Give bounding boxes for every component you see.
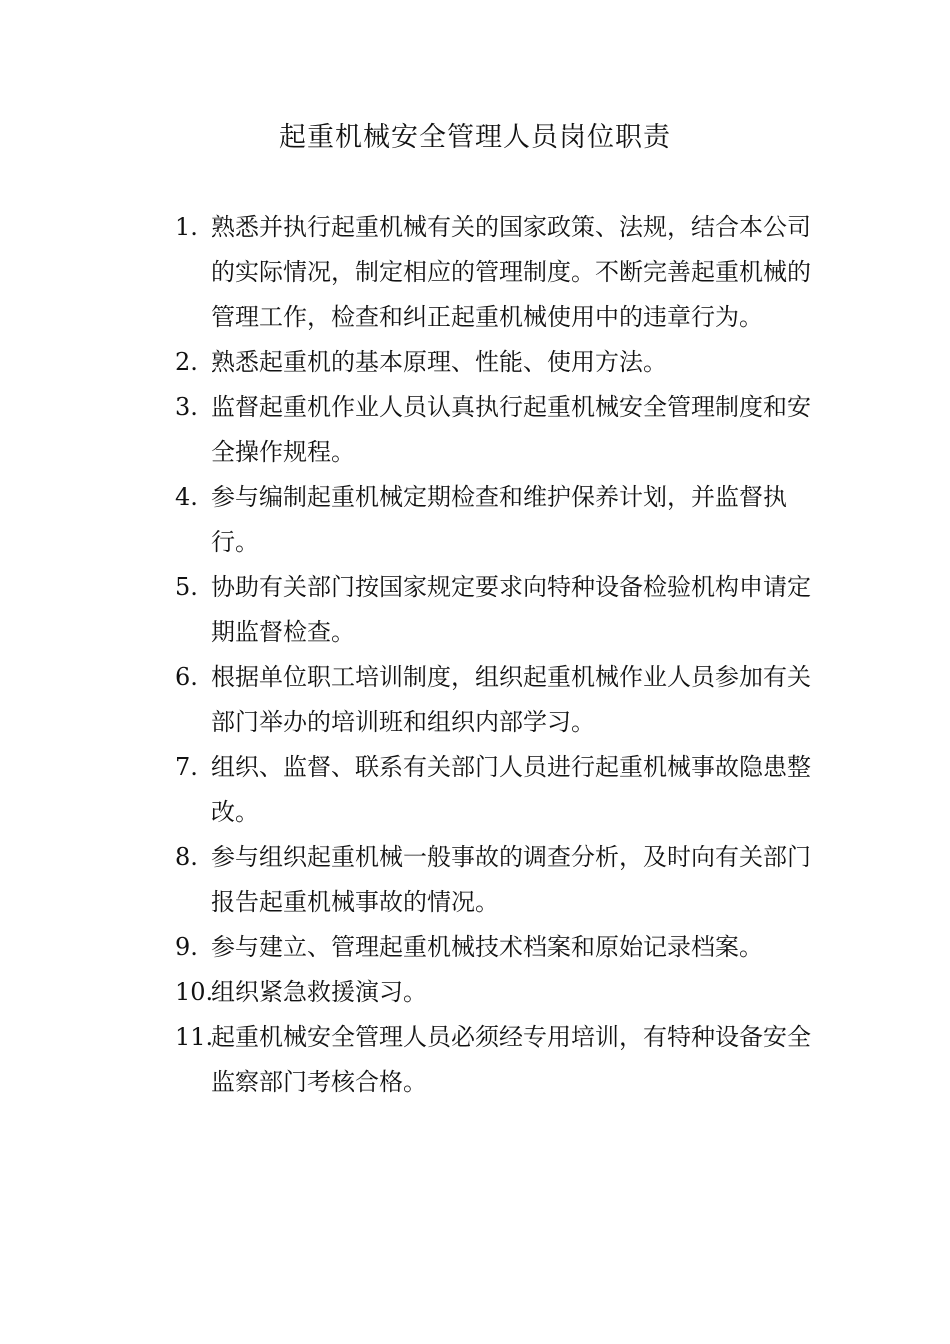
duty-item-3 [175, 385, 815, 475]
duty-number: 4. [175, 483, 198, 511]
duty-text: 参与组织起重机械一般事故的调查分析，及时向有关部门报告起重机械事故的情况。 [211, 843, 811, 916]
duty-item-8 [175, 835, 815, 925]
duty-number: 8. [175, 843, 198, 871]
duty-text: 根据单位职工培训制度，组织起重机械作业人员参加有关部门举办的培训班和组织内部学习。 [211, 663, 811, 736]
duty-text: 起重机械安全管理人员必须经专用培训，有特种设备安全监察部门考核合格。 [211, 1023, 811, 1096]
duty-text: 熟悉起重机的基本原理、性能、使用方法。 [211, 348, 667, 376]
duty-text: 协助有关部门按国家规定要求向特种设备检验机构申请定期监督检查。 [211, 573, 811, 646]
duty-number: 7. [175, 753, 198, 781]
duty-number: 9. [175, 933, 198, 961]
duty-item-4 [175, 475, 815, 565]
duty-item-9 [175, 925, 815, 970]
duty-item-2 [175, 340, 815, 385]
duty-number: 6. [175, 663, 198, 691]
duty-item-10 [175, 970, 815, 1015]
duty-item-5 [175, 565, 815, 655]
document-title: 起重机械安全管理人员岗位职责 [279, 122, 671, 153]
duty-item-6 [175, 655, 815, 745]
duty-item-11 [175, 1015, 815, 1105]
duty-number: 5. [175, 573, 198, 601]
duty-text: 监督起重机作业人员认真执行起重机械安全管理制度和安全操作规程。 [211, 393, 811, 466]
duty-item-7 [175, 745, 815, 835]
duty-text: 熟悉并执行起重机械有关的国家政策、法规，结合本公司的实际情况，制定相应的管理制度。不断完善起重机械的管理工作，检查和纠正起重机械使用中的违章行为。 [211, 213, 811, 331]
duty-number: 10. [175, 978, 214, 1006]
duty-text: 组织紧急救援演习。 [211, 978, 427, 1006]
duty-text: 参与建立、管理起重机械技术档案和原始记录档案。 [211, 933, 763, 961]
duty-number: 3. [175, 393, 198, 421]
duty-number: 11. [175, 1023, 214, 1051]
duty-number: 2. [175, 348, 198, 376]
duty-text: 组织、监督、联系有关部门人员进行起重机械事故隐患整改。 [211, 753, 811, 826]
duty-list [175, 205, 815, 1105]
duty-text: 参与编制起重机械定期检查和维护保养计划，并监督执行。 [211, 483, 787, 556]
duty-item-1 [175, 205, 815, 340]
duty-number: 1. [175, 213, 198, 241]
